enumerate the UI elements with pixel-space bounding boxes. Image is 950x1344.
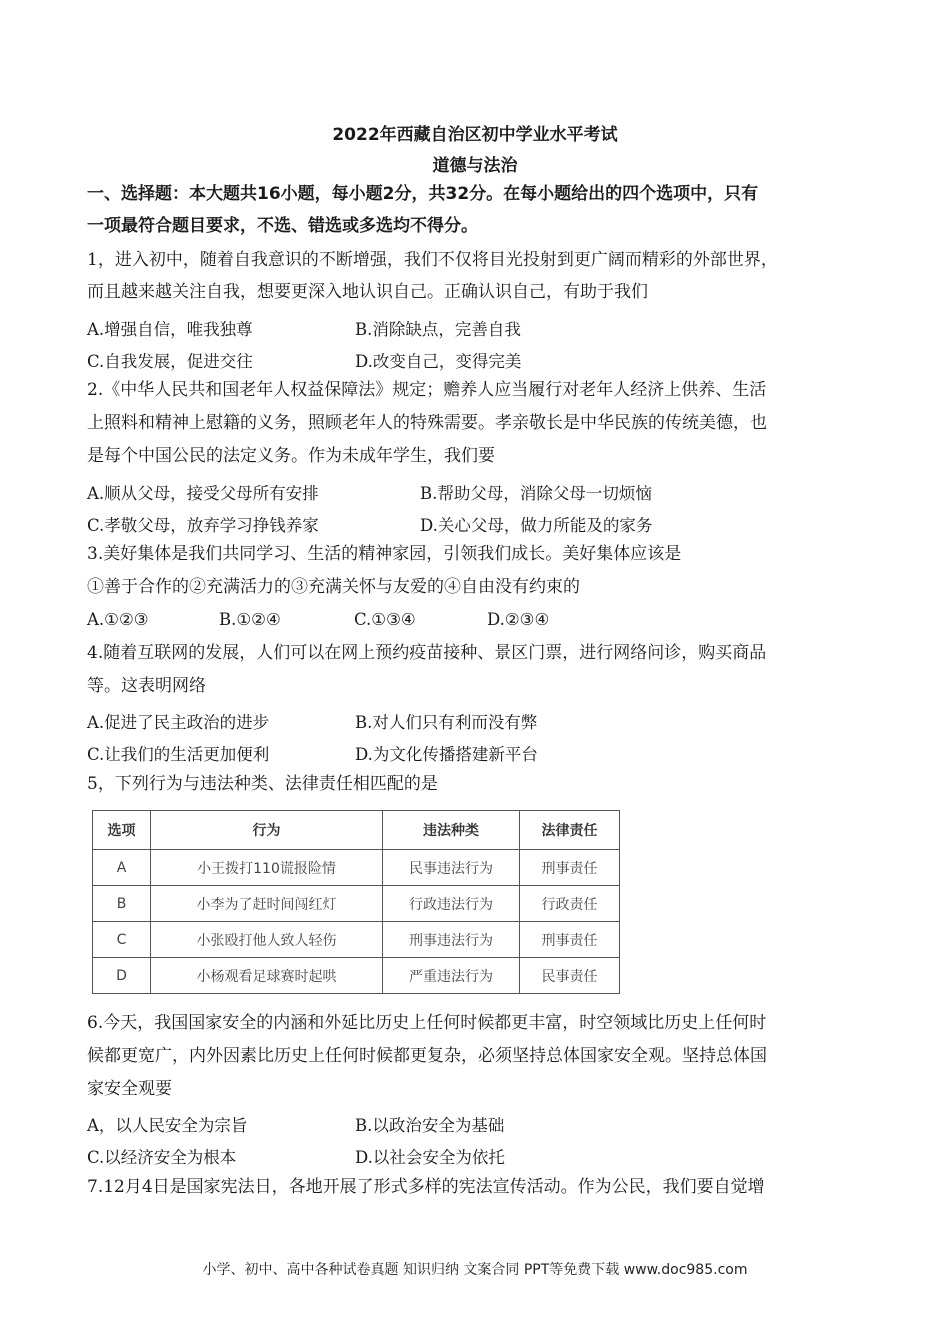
q6-option-a: A，以人民安全为宗旨 xyxy=(87,1116,248,1135)
q5-cell-liability: 行政责任 xyxy=(520,886,620,922)
q6-option-b: B.以政治安全为基础 xyxy=(355,1116,505,1135)
q5-header-violation-type: 违法种类 xyxy=(383,811,520,850)
q3-option-c: C.①③④ xyxy=(354,610,416,629)
q5-header-option: 选项 xyxy=(93,811,151,850)
q2-option-d: D.关心父母，做力所能及的家务 xyxy=(420,516,653,535)
section-heading-line2: 一项最符合题目要求，不选、错选或多选均不得分。 xyxy=(87,216,478,236)
q5-cell-option: B xyxy=(93,886,151,922)
q5-cell-liability: 刑事责任 xyxy=(520,922,620,958)
q5-cell-violation-type: 民事违法行为 xyxy=(383,850,520,886)
q5-cell-behavior: 小王拨打110谎报险情 xyxy=(151,850,383,886)
q6-option-d: D.以社会安全为依托 xyxy=(355,1148,505,1167)
q5-cell-liability: 刑事责任 xyxy=(520,850,620,886)
q3-stem-line1: 3.美好集体是我们共同学习、生活的精神家园，引领我们成长。美好集体应该是 xyxy=(87,544,682,564)
q5-cell-option: D xyxy=(93,958,151,994)
table-row xyxy=(93,922,620,958)
q4-option-c: C.让我们的生活更加便利 xyxy=(87,745,270,764)
q2-option-a: A.顺从父母，接受父母所有安排 xyxy=(87,484,319,503)
q2-option-c: C.孝敬父母，放弃学习挣钱养家 xyxy=(87,516,319,535)
exam-subject: 道德与法治 xyxy=(432,156,518,176)
q5-cell-behavior: 小李为了赶时间闯红灯 xyxy=(151,886,383,922)
q5-cell-violation-type: 刑事违法行为 xyxy=(383,922,520,958)
q4-option-d: D.为文化传播搭建新平台 xyxy=(355,745,538,764)
table-row xyxy=(93,958,620,994)
q5-cell-liability: 民事责任 xyxy=(520,958,620,994)
q1-option-d: D.改变自己，变得完美 xyxy=(355,352,522,371)
q5-cell-option: C xyxy=(93,922,151,958)
table-row xyxy=(93,850,620,886)
q5-cell-behavior: 小杨观看足球赛时起哄 xyxy=(151,958,383,994)
q5-cell-violation-type: 行政违法行为 xyxy=(383,886,520,922)
q2-stem-line2: 上照料和精神上慰籍的义务，照顾老年人的特殊需要。孝亲敬长是中华民族的传统美德，也 xyxy=(87,413,767,433)
q5-cell-violation-type: 严重违法行为 xyxy=(383,958,520,994)
q2-option-b: B.帮助父母，消除父母一切烦恼 xyxy=(420,484,652,503)
q4-stem-line2: 等。这表明网络 xyxy=(87,676,206,696)
q2-stem-line3: 是每个中国公民的法定义务。作为未成年学生，我们要 xyxy=(87,446,495,466)
q3-stem-line2: ①善于合作的②充满活力的③充满关怀与友爱的④自由没有约束的 xyxy=(87,577,580,597)
q5-cell-option: A xyxy=(93,850,151,886)
q5-table-header-row xyxy=(93,811,620,850)
q5-cell-behavior: 小张殴打他人致人轻伤 xyxy=(151,922,383,958)
q4-stem-line1: 4.随着互联网的发展，人们可以在网上预约疫苗接种、景区门票，进行网络问诊，购买商品 xyxy=(87,643,767,663)
q3-option-a: A.①②③ xyxy=(87,610,149,629)
q4-option-a: A.促进了民主政治的进步 xyxy=(87,713,270,732)
table-row xyxy=(93,886,620,922)
q1-stem-line1: 1，进入初中，随着自我意识的不断增强，我们不仅将目光投射到更广阔而精彩的外部世界， xyxy=(87,250,778,270)
page-footer: 小学、初中、高中各种试卷真题 知识归纳 文案合同 PPT等免费下载 www.doc985.com xyxy=(202,1262,748,1278)
q6-stem-line1: 6.今天，我国国家安全的内涵和外延比历史上任何时候都更丰富，时空领域比历史上任何时 xyxy=(87,1013,767,1033)
q5-header-liability: 法律责任 xyxy=(520,811,620,850)
q3-option-b: B.①②④ xyxy=(219,610,281,629)
q1-option-a: A.增强自信，唯我独尊 xyxy=(87,320,253,339)
q4-option-b: B.对人们只有利而没有弊 xyxy=(355,713,538,732)
q1-stem-line2: 而且越来越关注自我，想要更深入地认识自己。正确认识自己，有助于我们 xyxy=(87,282,648,302)
q3-option-d: D.②③④ xyxy=(487,610,550,629)
q1-option-b: B.消除缺点，完善自我 xyxy=(355,320,521,339)
section-heading-line1: 一、选择题：本大题共16小题，每小题2分，共32分。在每小题给出的四个选项中，只有 xyxy=(87,184,759,204)
q1-option-c: C.自我发展，促进交往 xyxy=(87,352,253,371)
exam-title: 2022年西藏自治区初中学业水平考试 xyxy=(332,125,618,145)
q6-stem-line2: 候都更宽广，内外因素比历史上任何时候都更复杂，必须坚持总体国家安全观。坚持总体国 xyxy=(87,1046,767,1066)
q6-stem-line3: 家安全观要 xyxy=(87,1079,172,1099)
q7-stem-line1: 7.12月4日是国家宪法日，各地开展了形式多样的宪法宣传活动。作为公民，我们要自觉增 xyxy=(87,1177,765,1197)
q2-stem-line1: 2.《中华人民共和国老年人权益保障法》规定；赡养人应当履行对老年人经济上供养、生活 xyxy=(87,380,767,400)
q5-stem-line1: 5，下列行为与违法种类、法律责任相匹配的是 xyxy=(87,774,438,794)
q5-header-behavior: 行为 xyxy=(151,811,383,850)
q6-option-c: C.以经济安全为根本 xyxy=(87,1148,237,1167)
q5-table xyxy=(92,810,620,994)
